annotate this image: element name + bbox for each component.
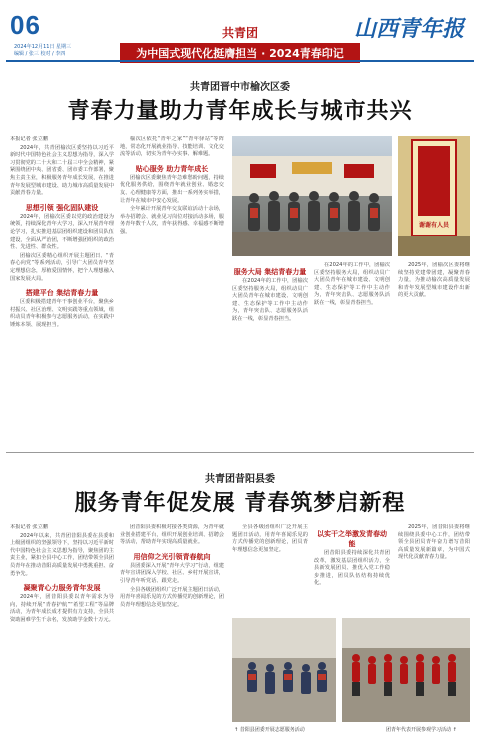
article1-photo-group xyxy=(232,136,392,256)
article1-p6: 团榆次区委聚焦青年急难愁盼问题，持续优化服务供给，围绕青年就业创业、婚恋交友、心理健康等方面，推出一系列务实举措，让青年在城市中安心发展。 xyxy=(120,174,224,204)
article1-sub1: 思想引领 强化固队建设 xyxy=(25,203,99,212)
article2-sub1: 凝聚青心力服务青年发展 xyxy=(23,584,101,593)
header-rule xyxy=(6,60,474,62)
article2-caption-left: ↑ 昔阳县团委开展志愿服务活动 xyxy=(234,727,305,733)
article1-p8-cont: 在2024年的工作中，团榆次区委坚持服务大局，组织动员广大团员青年在城市建设、文明创建、生态保护等工作中主动作为，青年突击队、志愿服务队活跃在一线，彰显青春担当。 xyxy=(314,262,390,306)
article2-caption-right: 团青年代表开展参观学习活动 ↑ xyxy=(386,727,457,733)
article2-col1 xyxy=(10,524,114,736)
article2-p3: 团昔阳县委积极对接各类资源，为青年就业创业搭建平台，组织开展创业培训、招聘会等活动，帮助青年实现高质量就业。 xyxy=(120,524,224,546)
volunteer-photo-illustration xyxy=(232,618,336,722)
article2-p7: 2025年，团昔阳县委将继续围绕县委中心工作，团结带领全县团员青年奋力谱写昔阳高质量发展新篇章，为中国式现代化贡献青春力量。 xyxy=(398,524,470,561)
article2-p5-cont: 全县各级团组织广泛开展主题团日活动，用青年喜闻乐见的方式传播党的创新理论，团员青年理想信念更加坚定。 xyxy=(232,524,308,553)
article1-p2: 2024年，团榆次区委以党的政治建设为统领，持续深化青年大学习，深入开展青年理论学习，扎实推进基层团组织建设和团员队伍建设，全面从严治团，不断增强团组织的政治性、先进性、群众性。 xyxy=(10,213,114,251)
article1-col3 xyxy=(232,262,308,446)
article2-col3 xyxy=(232,524,308,612)
article1-sub2: 搭建平台 集结青春力量 xyxy=(25,289,99,298)
section-kicker: 共青团 xyxy=(221,26,258,40)
page-number: 06 xyxy=(10,10,41,40)
article2-p2: 2024年，团昔阳县委以青年需求为导向，持续开展“青春护航”“希望工程”等品牌活动，为青年成长成才提供有力支持，全县共资助困难学生千余名，发放助学金数十万元。 xyxy=(10,594,114,623)
article2-p4: 县团委深入开展“青年大学习”行动，组建青年宣讲团深入学校、社区、乡村开展宣讲，引导青年听党话、跟党走。 xyxy=(120,562,224,584)
article2-col5 xyxy=(398,524,470,612)
section-header xyxy=(120,24,360,63)
article2-p6: 团昔阳县委持续深化共青团改革，激发基层团组织活力，全县新发展团员、推优入党工作稳步推进，团员队伍结构持续优化。 xyxy=(314,550,390,587)
banner-photo-illustration xyxy=(398,136,470,256)
article1-p1: 2024年，共青团榆次区委坚持以习近平新时代中国特色社会主义思想为指导，深入学习贯彻党的二十大和二十届三中全会精神，紧紧围绕团中央、团省委、团市委工作部署，聚焦主责主业，积极服务青年成长发展，在推进青年发展型城市建设、助力城市高质量发展中贡献青春力量。 xyxy=(10,144,114,197)
article2-byline: 本报记者 张立鹏 xyxy=(10,524,48,530)
article2-sub3: 以实干之举激发青春动能 xyxy=(317,530,387,548)
article1-sub4: 服务大局 集结青春力量 xyxy=(233,268,307,276)
article1-col1 xyxy=(10,136,114,446)
article2-sub2: 用信仰之光引领青春航向 xyxy=(133,552,211,561)
article2-kicker: 共青团昔阳县委 xyxy=(205,474,275,485)
article1-col5 xyxy=(398,262,470,446)
article1-byline: 本报记者 张立鹏 xyxy=(10,136,48,142)
banner-sign-text: 谢谢有人员 xyxy=(418,222,449,229)
article1-col4 xyxy=(314,262,390,446)
newspaper-masthead: 山西青年报 xyxy=(353,16,464,42)
article1-p3: 团榆次区委精心组织开展主题团日、“青春心向党”等系列活动，引导广大团员青年坚定理想信念，厚植爱国情怀，把个人理想融入国家发展大局。 xyxy=(10,252,114,282)
page-meta xyxy=(14,44,71,58)
visit-photo-illustration xyxy=(342,618,470,722)
article2-p1: 2024年以来，共青团昔阳县委在县委和上级团组织的坚强领导下，坚持以习近平新时代中国特色社会主义思想为指导，聚焦团的主责主业，紧扣全县中心工作，团结带领全县团员青年在推动昔阳高质量发展中勇挑重担、奋勇争先。 xyxy=(10,532,114,577)
article1-p7: 全年累计开展青年交友联谊活动十余场，举办招聘会、就业见习岗位对接活动多场，服务青年数千人次，青年获得感、幸福感不断增强。 xyxy=(120,206,224,235)
article2-headline: 服务青年促发展 青春筑梦启新程 xyxy=(74,491,406,516)
article1-kicker: 共青团晋中市榆次区委 xyxy=(190,82,290,93)
section-band: 为中国式现代化挺膺担当 · 2024青春印记 xyxy=(120,43,360,63)
article2-photo-left xyxy=(232,618,336,722)
article2-p5: 全县各级团组织广泛开展主题团日活动，用青年喜闻乐见的方式传播党的创新理论，团员青年理想信念更加坚定。 xyxy=(120,586,224,608)
article1-p5: 榆次区依托“青年之家”“青年驿站”等阵地，常态化开展就业指导、技能培训、文化交流等活动，切实为青年办实事、解难题。 xyxy=(120,136,224,158)
group-photo-illustration xyxy=(232,136,392,256)
article1-col2 xyxy=(120,136,224,446)
article1-headline: 青春力量助力青年成长与城市共兴 xyxy=(67,99,413,124)
article2-col2 xyxy=(120,524,224,736)
article1-photo-banner xyxy=(398,136,470,256)
page-editor: 编辑 / 张三 校对 / 李四 xyxy=(14,51,66,57)
page-header xyxy=(0,0,480,62)
article-divider xyxy=(6,452,474,453)
article1-p4: 区委积极搭建青年干事创业平台，聚焦乡村振兴、社区治理、文明实践等重点领域，组织动员青年积极参与志愿服务活动，在实践中锤炼本领、展现担当。 xyxy=(10,299,114,328)
article1-p9: 2025年，团榆次区委将继续坚持党建带团建，凝聚青春力量，为推动榆次高质量发展和青年发展型城市建设作出新的更大贡献。 xyxy=(398,262,470,299)
article2-photo-right xyxy=(342,618,470,722)
article1-p8: 在2024年的工作中，团榆次区委坚持服务大局，组织动员广大团员青年在城市建设、文明创建、生态保护等工作中主动作为，青年突击队、志愿服务队活跃在一线，彰显青春担当。 xyxy=(232,278,308,322)
article2-col4 xyxy=(314,524,390,612)
article1-sub3: 贴心服务 助力青年成长 xyxy=(135,164,209,173)
page-date: 2024年12月11日 星期三 xyxy=(14,44,72,50)
